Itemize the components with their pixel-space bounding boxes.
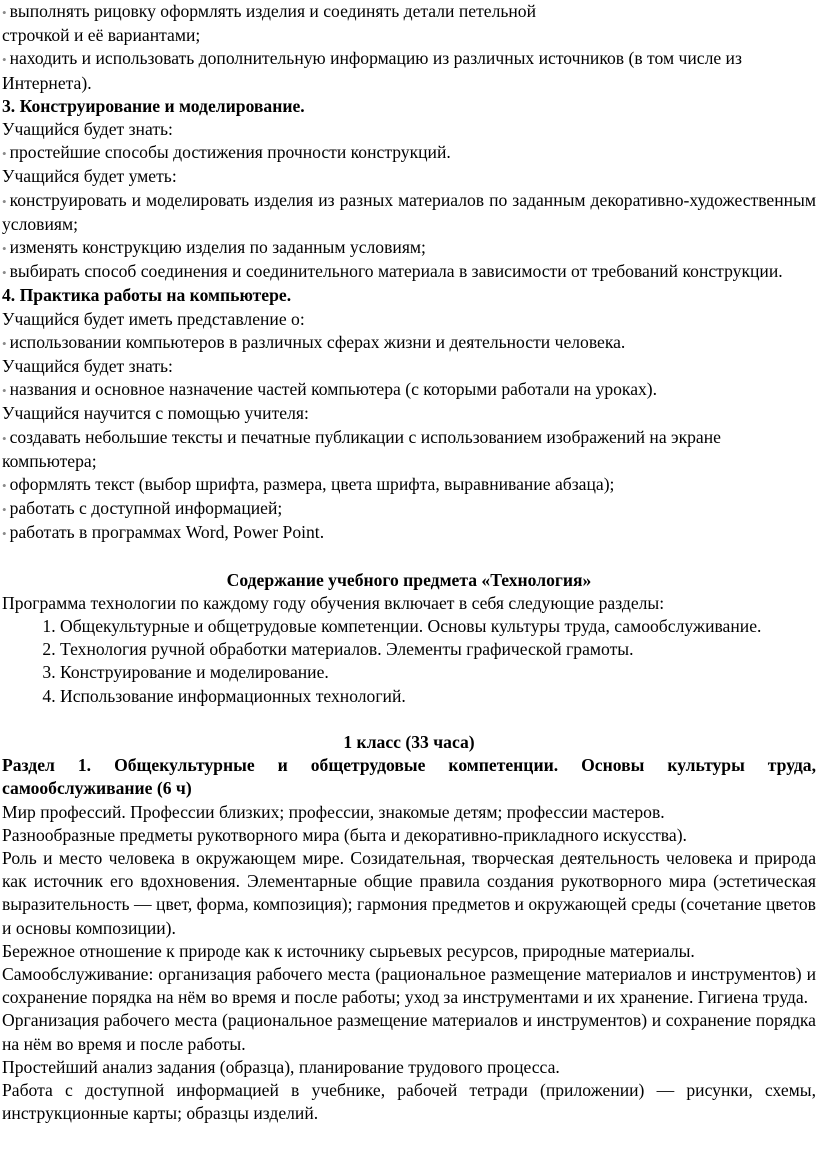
spacer xyxy=(2,708,816,731)
bullet-item: • изменять конструкцию изделия по заданным условиям; xyxy=(2,236,816,260)
paragraph: Простейший анализ задания (образца), планирование трудового процесса. xyxy=(2,1056,560,1077)
paragraph: Работа с доступной информацией в учебнике, рабочей тетради (приложении) — рисунки, схемы, инструкционные карты; образцы изделий. xyxy=(2,1079,816,1124)
paragraph: Самообслуживание: организация рабочего места (рациональное размещение материалов и инструментов) и сохранение порядка на нём во время и после работы; уход за инструментами и их хранение. Гигиена труда. xyxy=(2,963,816,1008)
idea-label: Учащийся будет иметь представление о: xyxy=(2,308,305,329)
bullet-item: • конструировать и моделировать изделия из разных материалов по заданным декоративно-художественным условиям; xyxy=(2,189,816,236)
content-intro: Программа технологии по каждому году обучения включает в себя следующие разделы: xyxy=(2,592,665,613)
bullet-item: • работать с доступной информацией; xyxy=(2,497,816,521)
bullet-item: • находить и использовать дополнительную информацию из различных источников (в том числе из Интернета). xyxy=(2,47,816,94)
list-item: 2. Технология ручной обработки материалов. Элементы графической грамоты. xyxy=(60,638,816,661)
know-label: Учащийся будет знать: xyxy=(2,356,173,377)
grade-title: 1 класс (33 часа) xyxy=(343,731,475,752)
section-heading-3: 3. Конструирование и моделирование. xyxy=(2,95,305,116)
paragraph: Мир профессий. Профессии близких; профессии, знакомые детям; профессии мастеров. xyxy=(2,801,665,822)
bullet-item: • использовании компьютеров в различных сферах жизни и деятельности человека. xyxy=(2,331,816,355)
bullet-item: • простейшие способы достижения прочности конструкций. xyxy=(2,141,816,165)
bullet-item: • работать в программах Word, Power Point. xyxy=(2,521,816,545)
bullet-item: • названия и основное назначение частей компьютера (с которыми работали на уроках). xyxy=(2,378,816,402)
bullet-item: • выполнять рицовку оформлять изделия и соединять детали петельной xyxy=(2,0,816,24)
bullet-continuation: строчкой и её вариантами; xyxy=(2,25,201,46)
paragraph: Роль и место человека в окружающем мире. Созидательная, творческая деятельность человека и природа как источник его вдохновения. Элементарные общие правила создания рукотворного мира (эстетическая выразительность — цвет, форма, композиция); гармония предметов и окружающей среды (сочетание цветов и основы композиции). xyxy=(2,847,816,938)
bullet-item: • оформлять текст (выбор шрифта, размера, цвета шрифта, выравнивание абзаца); xyxy=(2,473,816,497)
paragraph: Разнообразные предметы рукотворного мира (быта и декоративно-прикладного искусства). xyxy=(2,824,687,845)
list-item: 1. Общекультурные и общетрудовые компетенции. Основы культуры труда, самообслуживание. xyxy=(60,615,816,638)
paragraph: Бережное отношение к природе как к источнику сырьевых ресурсов, природные материалы. xyxy=(2,940,695,961)
learn-label: Учащийся научится с помощью учителя: xyxy=(2,403,309,424)
sections-list xyxy=(2,615,816,708)
paragraph: Организация рабочего места (рациональное размещение материалов и инструментов) и сохранение порядка на нём во время и после работы. xyxy=(2,1010,816,1054)
grade-section-heading: Раздел 1. Общекультурные и общетрудовые компетенции. Основы культуры труда, самообслуживание (6 ч) xyxy=(2,755,816,799)
bullet-item: • создавать небольшие тексты и печатные публикации с использованием изображений на экране компьютера; xyxy=(2,426,816,473)
content-title: Содержание учебного предмета «Технология» xyxy=(226,569,592,590)
can-label: Учащийся будет уметь: xyxy=(2,166,177,187)
know-label: Учащийся будет знать: xyxy=(2,119,173,140)
list-item: 3. Конструирование и моделирование. xyxy=(60,661,816,684)
section-heading-4: 4. Практика работы на компьютере. xyxy=(2,285,292,306)
bullet-item: • выбирать способ соединения и соединительного материала в зависимости от требований конструкции. xyxy=(2,260,816,284)
spacer xyxy=(2,546,816,569)
list-item: 4. Использование информационных технологий. xyxy=(60,685,816,708)
